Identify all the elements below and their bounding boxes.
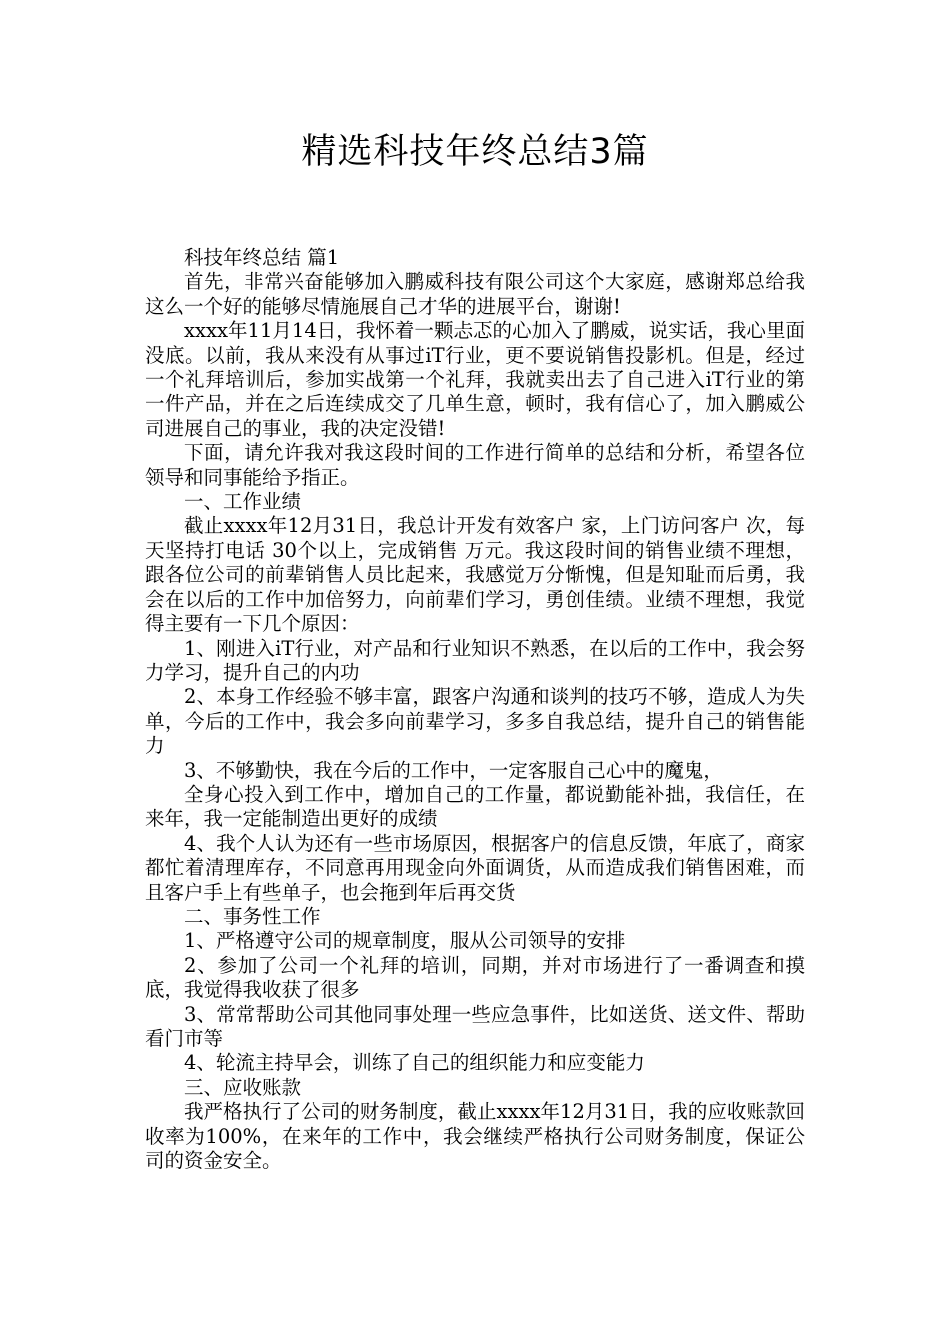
list-item: 2、参加了公司一个礼拜的培训，同期，并对市场进行了一番调查和摸底，我觉得我收获了很多 xyxy=(145,953,805,1002)
list-item: 1、刚进入iT行业，对产品和行业知识不熟悉，在以后的工作中，我会努力学习，提升自己的内功 xyxy=(145,636,805,684)
page-title: 精选科技年终总结3篇 xyxy=(301,132,649,172)
list-item: 4、我个人认为还有一些市场原因，根据客户的信息反馈，年底了，商家都忙着清理库存，不同意再用现金向外面调货，从而造成我们销售困难，而且客户手上有些单子，也会拖到年后再交货 xyxy=(145,831,805,904)
section-heading: 一、工作业绩 xyxy=(184,490,302,514)
paragraph: 截止xxxx年12月31日，我总计开发有效客户 家，上门访问客户 次，每天坚持打电话 30个以上，完成销售 万元。我这段时间的销售业绩不理想，跟各位公司的前辈销售人员比起来，我感觉万分惭愧，但是知耻而后勇，我会在以后的工作中加倍努力，向前辈们学习，勇创佳绩。业绩不理想，我觉得主要有一下几个原因： xyxy=(145,514,805,636)
paragraph: 下面，请允许我对我这段时间的工作进行简单的总结和分析，希望各位领导和同事能给予指正。 xyxy=(145,441,805,489)
paragraph: 全身心投入到工作中，增加自己的工作量，都说勤能补拙，我信任，在来年，我一定能制造出更好的成绩 xyxy=(145,782,805,831)
list-item: 1、严格遵守公司的规章制度，服从公司领导的安排 xyxy=(184,929,626,953)
list-item: 3、不够勤快，我在今后的工作中，一定客服自己心中的魔鬼， xyxy=(184,758,723,782)
paragraph: xxxx年11月14日，我怀着一颗忐忑的心加入了鹏威，说实话，我心里面没底。以前，我从来没有从事过iT行业，更不要说销售投影机。但是，经过一个礼拜培训后，参加实战第一个礼拜，我就卖出去了自己进入iT行业的第一件产品，并在之后连续成交了几单生意，顿时，我有信心了，加入鹏威公司进展自己的事业，我的决定没错! xyxy=(145,319,805,440)
list-item: 4、轮流主持早会，训练了自己的组织能力和应变能力 xyxy=(184,1051,645,1075)
section-heading: 二、事务性工作 xyxy=(184,904,321,928)
document-body xyxy=(145,246,805,1173)
list-item: 2、本身工作经验不够丰富，跟客户沟通和谈判的技巧不够，造成人为失单，今后的工作中，我会多向前辈学习，多多自我总结，提升自己的销售能力 xyxy=(145,685,805,758)
paragraph: 首先，非常兴奋能够加入鹏威科技有限公司这个大家庭，感谢郑总给我这么一个好的能够尽情施展自己才华的进展平台，谢谢! xyxy=(145,270,805,318)
section-heading: 科技年终总结 篇1 xyxy=(184,246,340,269)
list-item: 3、常常帮助公司其他同事处理一些应急事件，比如送货、送文件、帮助看门市等 xyxy=(145,1002,805,1050)
paragraph: 我严格执行了公司的财务制度，截止xxxx年12月31日，我的应收账款回收率为100%，在来年的工作中，我会继续严格执行公司财务制度，保证公司的资金安全。 xyxy=(145,1100,805,1173)
section-heading: 三、应收账款 xyxy=(184,1075,302,1099)
